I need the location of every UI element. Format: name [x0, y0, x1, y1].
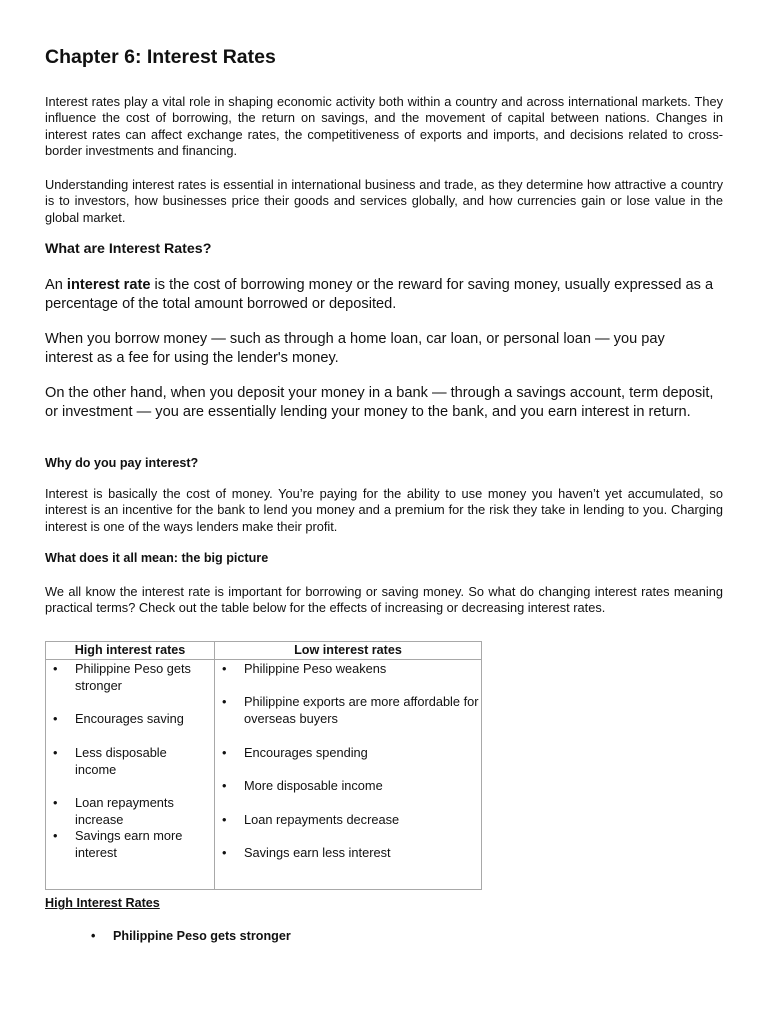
table-header-high: High interest rates [74, 643, 186, 657]
low-rate-effect: • Encourages spending [244, 745, 479, 762]
page-title: Chapter 6: Interest Rates [45, 46, 276, 68]
low-rate-effect: • More disposable income [244, 778, 479, 795]
interest-rate-definition [45, 276, 723, 313]
high-rate-effect: • Encourages saving [75, 711, 210, 728]
low-rate-effect: • Savings earn less interest [244, 845, 479, 862]
interest-rates-table [45, 641, 482, 890]
borrowing-paragraph: When you borrow money — such as through a home loan, car loan, or personal loan — you pay interest as a fee for using the lender's money. [45, 331, 665, 366]
table-column-divider [214, 642, 215, 889]
low-rate-effect: • Philippine Peso weakens [244, 661, 479, 678]
high-rate-effect: • Philippine Peso gets stronger [75, 661, 210, 694]
section-heading-what-are-interest-rates: What are Interest Rates? [45, 241, 212, 257]
high-rate-effect: • Loan repayments increase [75, 795, 210, 828]
section-heading-why-pay-interest: Why do you pay interest? [45, 456, 199, 470]
intro-paragraph-1: Interest rates play a vital role in shaping economic activity both within a country and across international markets. They influence the cost of borrowing, the return on savings, and the movement of capital between nations. Changes in interest rates can affect exchange rates, the competitiveness of exports and imports, and decisions related to cross-border investments and financing. [45, 94, 723, 158]
section-heading-high-interest-rates: High Interest Rates [45, 896, 160, 910]
intro-paragraph-2: Understanding interest rates is essential in international business and trade, as they determine how attractive a country is to investors, how businesses price their goods and services globally, and how currencies gain or lose value in the global market. [45, 177, 723, 225]
why-pay-interest-paragraph: Interest is basically the cost of money. You’re paying for the ability to use money you haven’t yet accumulated, so interest is an incentive for the bank to lend you money and a premium for the risk they take in lending to you. Charging interest is one of the ways lenders make their profit. [45, 486, 723, 534]
definition-prefix: An [45, 277, 67, 293]
definition-term: interest rate [66, 277, 151, 293]
low-rate-effect: • Loan repayments decrease [244, 812, 479, 829]
high-rate-effect: • Less disposable income [75, 745, 210, 778]
table-header-low: Low interest rates [294, 643, 402, 657]
definition-rest: is the cost of borrowing money or the reward for saving money, usually expressed as a percentage of the total amount borrowed or deposited. [45, 277, 714, 312]
high-rate-effect: • Savings earn more interest [75, 828, 210, 861]
table-header-divider [46, 659, 481, 660]
deposit-paragraph: On the other hand, when you deposit your money in a bank — through a savings account, term deposit, or investment — you are essentially lending your money to the bank, and you earn interest in return. [45, 385, 714, 420]
section-heading-big-picture: What does it all mean: the big picture [45, 551, 269, 565]
low-rate-effect: • Philippine exports are more affordable for overseas buyers [244, 694, 479, 727]
high-interest-bullet: • Philippine Peso gets stronger [113, 929, 291, 943]
big-picture-paragraph: We all know the interest rate is important for borrowing or saving money. So what do changing interest rates meaning practical terms? Check out the table below for the effects of increasing or decreasing interest rates. [45, 584, 723, 616]
